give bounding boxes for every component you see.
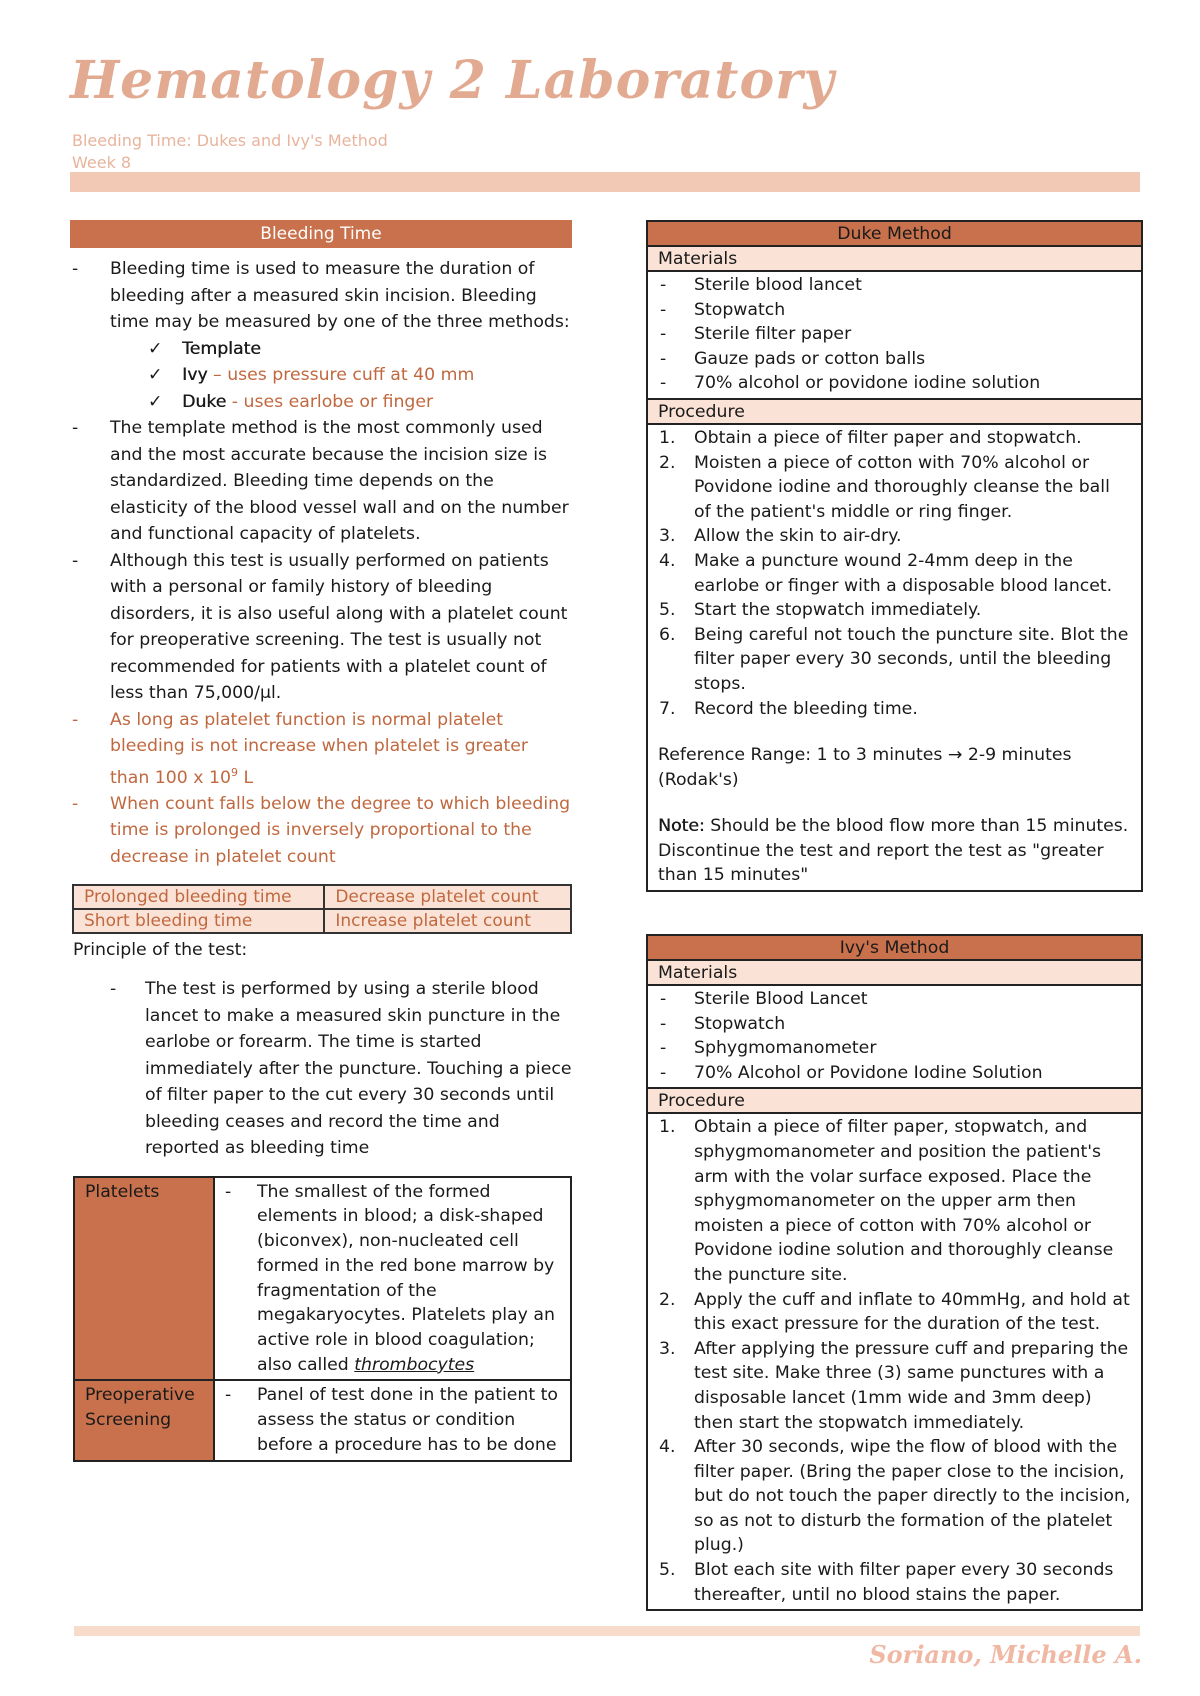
step-text: Moisten a piece of cotton with 70% alcohol or Povidone iodine and thoroughly cleanse the ball of the patient's middle or ring finger. bbox=[694, 452, 1110, 522]
bullet-platelet-function-text: As long as platelet function is normal platelet bleeding is not increase when platelet is greater than 100 x 10 bbox=[110, 709, 529, 788]
step-text: Obtain a piece of filter paper, stopwatch, and sphygmomanometer and position the patient's arm with the volar surface exposed. Place the sphygmomanometer on the upper arm then moisten a piece of cotton with 70% alcohol or Povidone iodine solution and thoroughly cleanse the puncture site. bbox=[694, 1117, 1114, 1285]
list-item: 7. Record the bleeding time. bbox=[659, 698, 918, 719]
week-label: Week 8 bbox=[72, 153, 132, 172]
definition-text: Panel of test done in the patient to assess the status or condition before a procedure has to be done bbox=[257, 1385, 559, 1455]
method-name: Template bbox=[182, 338, 261, 359]
list-item: 4. After 30 seconds, wipe the flow of blood with the filter paper. (Bring the paper close to the incision, but do not touch the paper directly to the incision, so as not to disturb the formation of the platelet plug.) bbox=[659, 1437, 1131, 1556]
list-item: 2. Apply the cuff and inflate to 40mmHg, and hold at this exact pressure for the duration of the test. bbox=[659, 1289, 1130, 1335]
ivy-method-table bbox=[646, 934, 1143, 1611]
list-item: 1. Obtain a piece of filter paper, stopwatch, and sphygmomanometer and position the patient's arm with the volar surface exposed. Place the sphygmomanometer on the upper arm then moisten a piece of cotton with 70% alcohol or Povidone iodine solution and thoroughly cleanse the puncture site. bbox=[659, 1117, 1114, 1285]
list-item: - Sterile Blood Lancet bbox=[658, 987, 1131, 1012]
principle-list bbox=[70, 976, 572, 1162]
subtitle-block bbox=[72, 130, 388, 174]
list-item: - Sterile filter paper bbox=[658, 322, 1131, 347]
step-text: Make a puncture wound 2-4mm deep in the earlobe or finger with a disposable blood lancet. bbox=[694, 550, 1113, 596]
definitions-table bbox=[73, 1176, 572, 1462]
step-text: Being careful not touch the puncture site. Blot the filter paper every 30 seconds, until the bleeding stops. bbox=[694, 624, 1129, 694]
step-text: Blot each site with filter paper every 30 seconds thereafter, until no blood stains the paper. bbox=[694, 1560, 1114, 1605]
table-cell: Decrease platelet count bbox=[324, 885, 571, 909]
method-name: Ivy bbox=[182, 365, 208, 385]
page-title: Hematology 2 Laboratory bbox=[70, 50, 835, 111]
step-text: Obtain a piece of filter paper and stopwatch. bbox=[694, 427, 1082, 448]
duke-method-title: Duke Method bbox=[648, 222, 1141, 247]
unit: L bbox=[237, 767, 254, 788]
table-cell: Increase platelet count bbox=[324, 909, 571, 933]
list-item: - Stopwatch bbox=[658, 1012, 1131, 1037]
method-note: - uses earlobe or finger bbox=[226, 391, 434, 412]
bleeding-time-heading: Bleeding Time bbox=[70, 220, 572, 248]
step-text: Allow the skin to air-dry. bbox=[694, 526, 902, 547]
duke-note bbox=[658, 814, 1131, 888]
left-column bbox=[70, 220, 572, 1462]
list-item: - Sphygmomanometer bbox=[658, 1036, 1131, 1061]
ivy-materials-heading: Materials bbox=[648, 961, 1141, 986]
ivy-materials-body bbox=[648, 986, 1141, 1089]
list-item: - Sterile blood lancet bbox=[658, 273, 1131, 298]
bullet-inverse-proportion: - When count falls below the degree to which bleeding time is prolonged is inversely proportional to the decrease in platelet count bbox=[70, 791, 572, 871]
footer-divider-band bbox=[74, 1626, 1140, 1636]
definition-term: Platelets bbox=[74, 1177, 214, 1381]
table-cell: Prolonged bleeding time bbox=[73, 885, 324, 909]
table-row bbox=[74, 1177, 571, 1381]
table-row bbox=[74, 1380, 571, 1460]
bleeding-time-bullets bbox=[70, 256, 572, 870]
table-cell: Short bleeding time bbox=[73, 909, 324, 933]
note-label: Note: bbox=[658, 816, 705, 837]
subtitle: Bleeding Time: Dukes and Ivy's Method bbox=[72, 131, 388, 150]
definition-term: Preoperative Screening bbox=[74, 1380, 214, 1460]
step-text: After applying the pressure cuff and preparing the test site. Make three (3) same punctures with a disposable lancet (1mm wide and 3mm deep) then start the stopwatch immediately. bbox=[694, 1338, 1129, 1433]
list-item: 5. Start the stopwatch immediately. bbox=[659, 600, 982, 621]
bullet-preoperative: - Although this test is usually performed on patients with a personal or family history of bleeding disorders, it is also useful along with a platelet count for preoperative screening. The test is usually not recommended for patients with a platelet count of less than 75,000/µl. bbox=[70, 548, 572, 707]
principle-heading: Principle of the test: bbox=[73, 940, 248, 961]
author-signature: Soriano, Michelle A. bbox=[869, 1640, 1142, 1669]
table-row bbox=[73, 885, 571, 909]
ivy-method-title: Ivy's Method bbox=[648, 936, 1141, 961]
duke-materials-heading: Materials bbox=[648, 247, 1141, 272]
list-item: - Stopwatch bbox=[658, 298, 1131, 323]
ivy-materials-list bbox=[658, 987, 1131, 1085]
bullet-platelet-function bbox=[70, 707, 572, 791]
exponent: 9 bbox=[230, 765, 238, 779]
definition-desc bbox=[214, 1380, 571, 1460]
methods-checklist bbox=[110, 336, 572, 416]
method-note: – uses pressure cuff at 40 mm bbox=[207, 365, 475, 385]
method-item bbox=[110, 389, 572, 416]
comparison-table bbox=[72, 884, 572, 934]
step-text: Record the bleeding time. bbox=[694, 698, 918, 719]
duke-method-table bbox=[646, 220, 1143, 892]
list-item: - 70% alcohol or povidone iodine solution bbox=[658, 371, 1131, 396]
method-name: Duke bbox=[182, 391, 227, 412]
ivy-procedure-heading: Procedure bbox=[648, 1089, 1141, 1114]
list-item: - 70% Alcohol or Povidone Iodine Solution bbox=[658, 1061, 1131, 1086]
table-row bbox=[73, 909, 571, 933]
duke-procedure-heading: Procedure bbox=[648, 400, 1141, 425]
header-divider-band bbox=[70, 172, 1140, 192]
ivy-procedure-body bbox=[648, 1114, 1141, 1609]
list-item: 6. Being careful not touch the puncture site. Blot the filter paper every 30 seconds, until the bleeding stops. bbox=[659, 624, 1129, 694]
bullet-definition bbox=[70, 256, 572, 415]
duke-procedure-body bbox=[648, 425, 1141, 890]
method-item bbox=[110, 362, 572, 389]
duke-materials-list bbox=[658, 273, 1131, 396]
note-text: Should be the blood flow more than 15 minutes. Discontinue the test and report the test as "greater than 15 minutes" bbox=[658, 816, 1129, 886]
step-text: After 30 seconds, wipe the flow of blood with the filter paper. (Bring the paper close to the incision, but do not touch the paper directly to the incision, so as not to disturb the formation of the platelet plug.) bbox=[694, 1437, 1131, 1556]
list-item: 2. Moisten a piece of cotton with 70% alcohol or Povidone iodine and thoroughly cleanse the ball of the patient's middle or ring finger. bbox=[659, 452, 1110, 522]
principle-text: - The test is performed by using a sterile blood lancet to make a measured skin puncture in the earlobe or forearm. The time is started immediately after the puncture. Touching a piece of filter paper to the cut every 30 seconds until bleeding ceases and record the time and reported as bleeding time bbox=[70, 976, 572, 1162]
list-item: 5. Blot each site with filter paper every 30 seconds thereafter, until no blood stains the paper. bbox=[659, 1560, 1114, 1605]
duke-materials-body bbox=[648, 272, 1141, 400]
list-item: 3. After applying the pressure cuff and preparing the test site. Make three (3) same punctures with a disposable lancet (1mm wide and 3mm deep) then start the stopwatch immediately. bbox=[659, 1338, 1129, 1433]
duke-procedure-list bbox=[658, 426, 1131, 721]
definition-emphasis: thrombocytes bbox=[354, 1354, 475, 1375]
reference-range: Reference Range: 1 to 3 minutes → 2-9 minutes (Rodak's) bbox=[658, 745, 1072, 790]
list-item: 1. Obtain a piece of filter paper and stopwatch. bbox=[659, 427, 1082, 448]
list-item: 4. Make a puncture wound 2-4mm deep in the earlobe or finger with a disposable blood lancet. bbox=[659, 550, 1113, 596]
list-item: 3. Allow the skin to air-dry. bbox=[659, 526, 902, 547]
method-item bbox=[110, 336, 572, 363]
list-item: - Gauze pads or cotton balls bbox=[658, 347, 1131, 372]
step-text: Apply the cuff and inflate to 40mmHg, and hold at this exact pressure for the duration of the test. bbox=[694, 1289, 1130, 1335]
bullet-definition-text: Bleeding time is used to measure the duration of bleeding after a measured skin incision. Bleeding time may be measured by one of the three methods: bbox=[110, 259, 570, 332]
bullet-template-method: - The template method is the most commonly used and the most accurate because the incision size is standardized. Bleeding time depends on the elasticity of the blood vessel wall and on the number and functional capacity of platelets. bbox=[70, 415, 572, 548]
ivy-procedure-list bbox=[658, 1115, 1131, 1607]
definition-text: The smallest of the formed elements in blood; a disk-shaped (biconvex), non-nucleated cell formed in the red bone marrow by fragmentation of the megakaryocytes. Platelets play an active role in blood coagulation; also called bbox=[257, 1181, 555, 1375]
step-text: Start the stopwatch immediately. bbox=[694, 600, 982, 621]
definition-desc bbox=[214, 1177, 571, 1381]
